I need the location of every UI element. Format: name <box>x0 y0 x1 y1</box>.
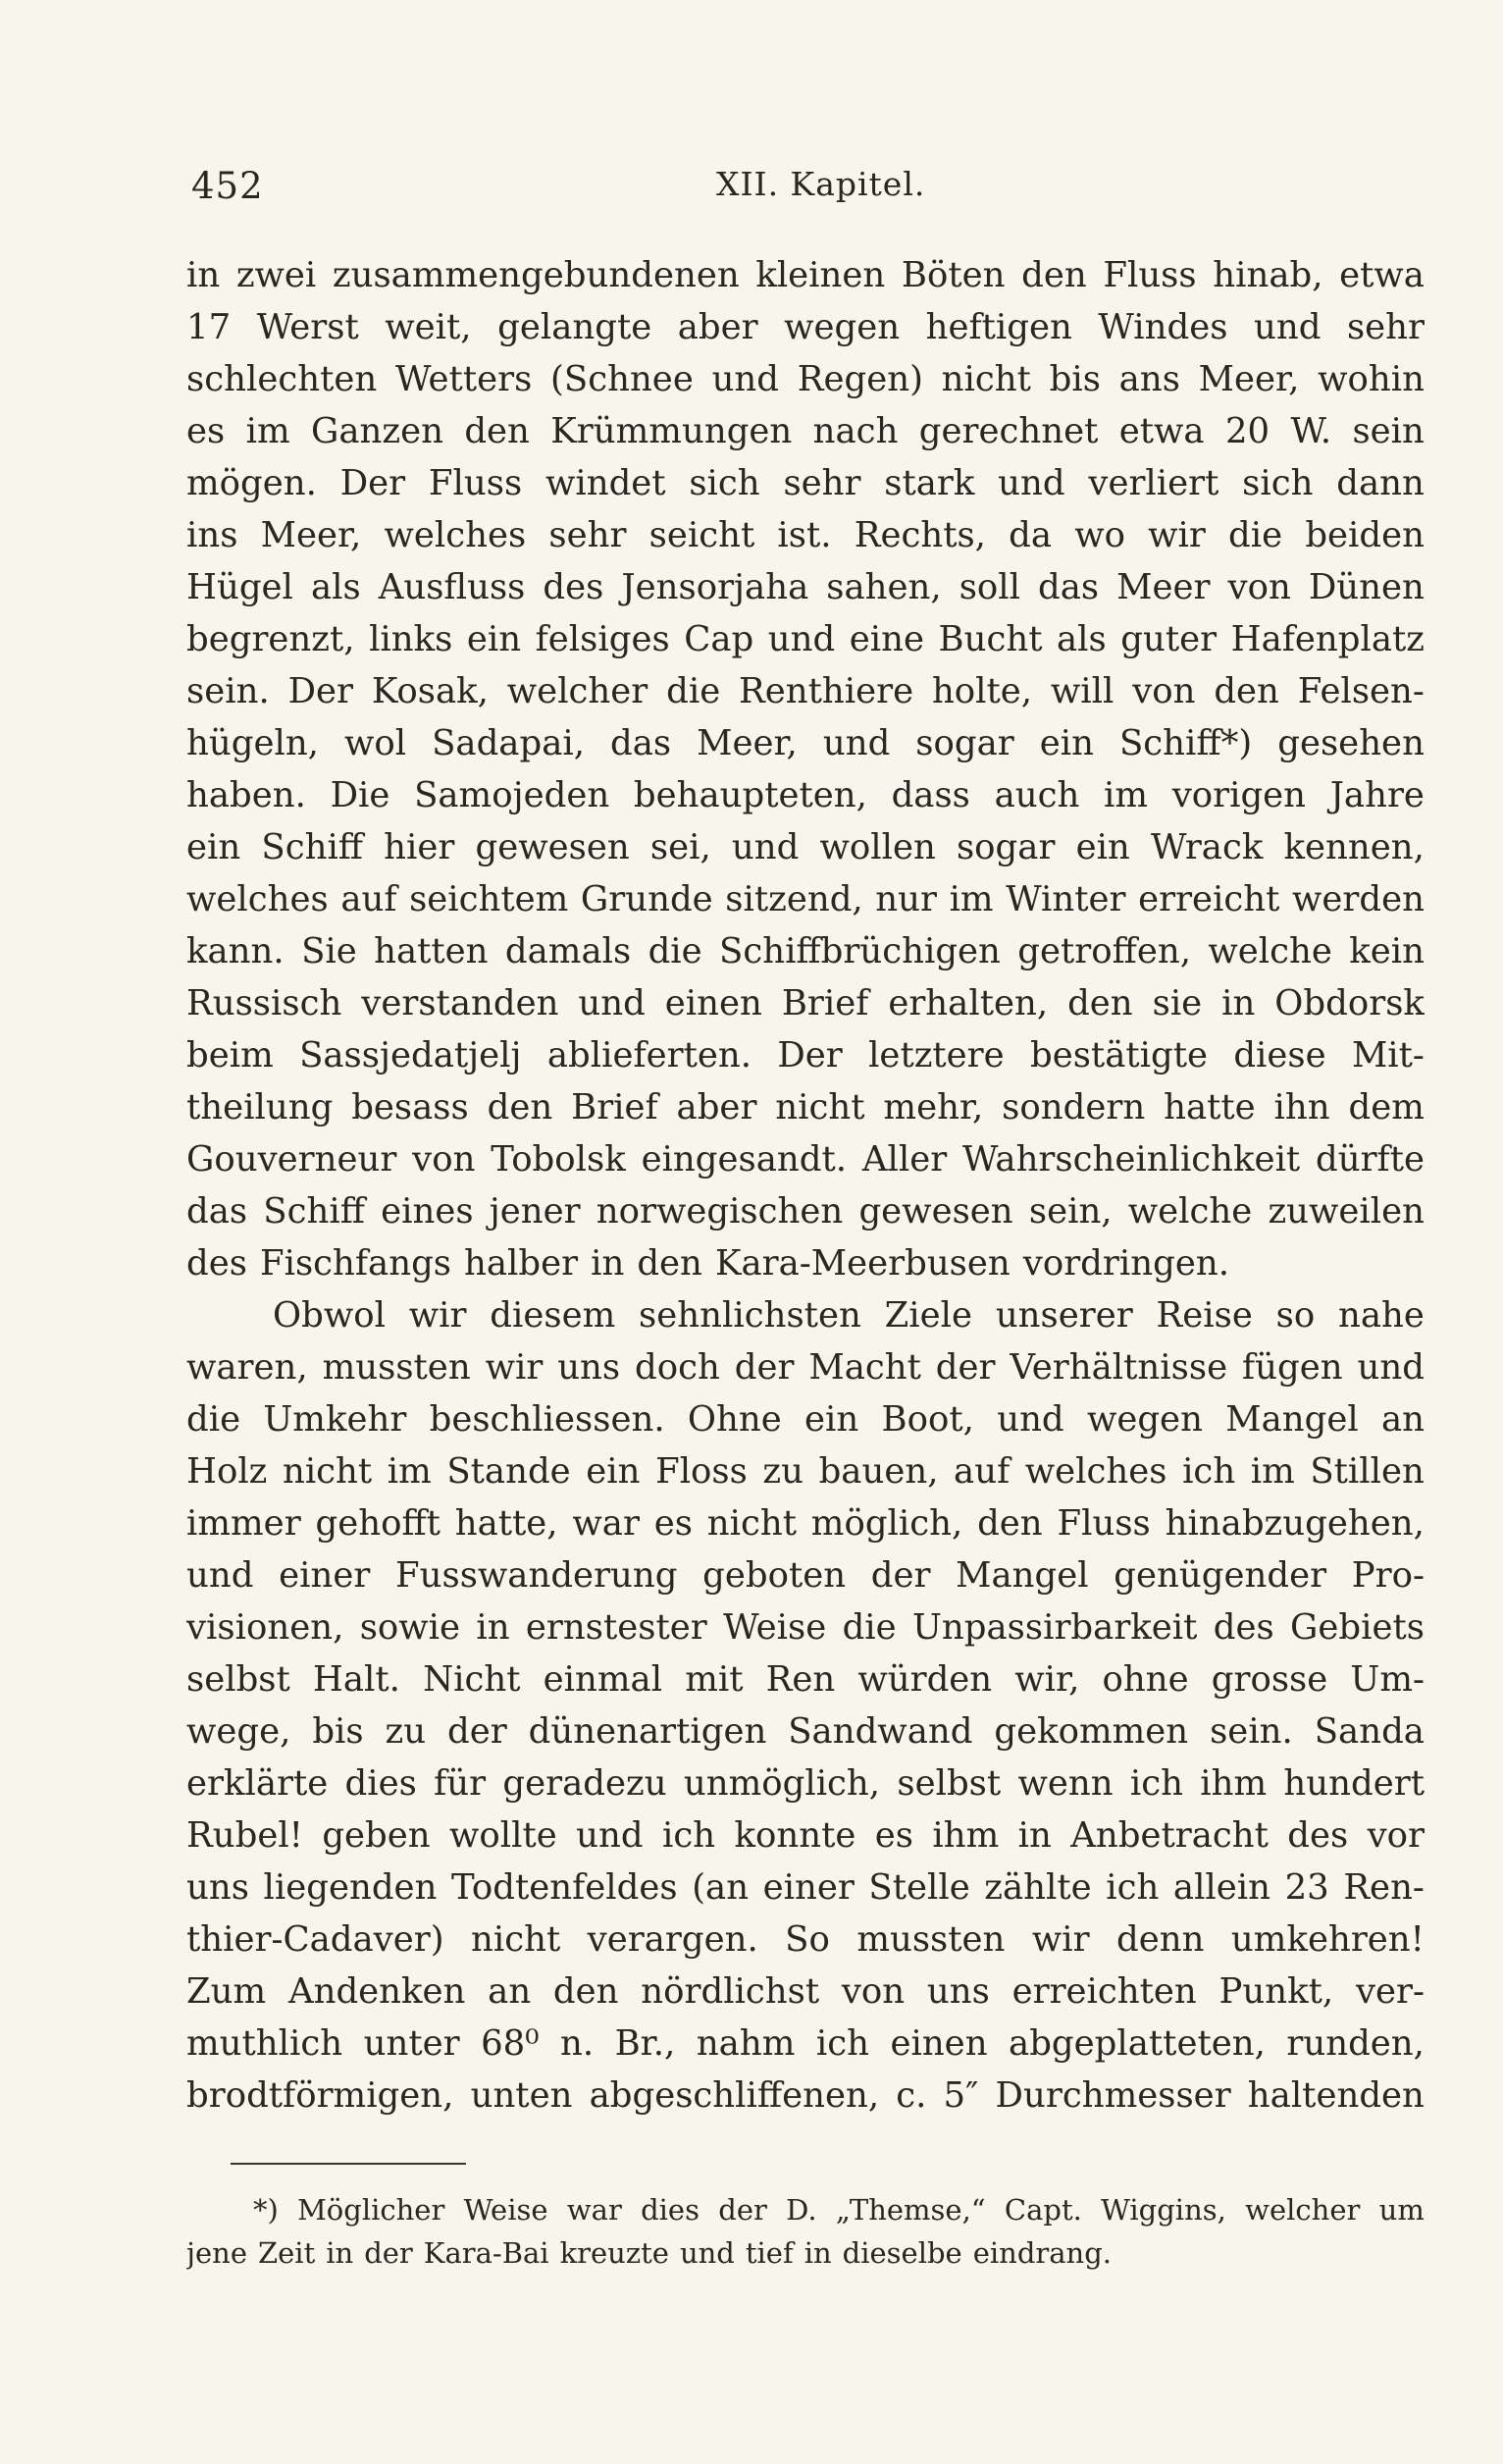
text-line: hügeln, wol Sadapai, das Meer, und sogar ein Schiff*) gesehen <box>186 723 1425 763</box>
text-line: Zum Andenken an den nördlichst von uns erreichten Punkt, ver- <box>186 1971 1425 2012</box>
text-line: Gouverneur von Tobolsk eingesandt. Aller Wahrscheinlichkeit dürfte <box>186 1139 1425 1180</box>
text-line: waren, mussten wir uns doch der Macht der Verhältnisse fügen und <box>186 1347 1425 1388</box>
text-line: erklärte dies für geradezu unmöglich, selbst wenn ich ihm hundert <box>186 1763 1425 1804</box>
text-line: uns liegenden Todtenfeldes (an einer Stelle zählte ich allein 23 Ren- <box>186 1867 1425 1908</box>
footnote <box>186 2188 1425 2275</box>
text-line: ein Schiff hier gewesen sei, und wollen sogar ein Wrack kennen, <box>186 827 1425 867</box>
footnote-line: *) Möglicher Weise war dies der D. „Themse,“ Capt. Wiggins, welcher um <box>253 2193 1425 2227</box>
text-line: Hügel als Ausfluss des Jensorjaha sahen, soll das Meer von Dünen <box>186 567 1425 607</box>
footnote-line: jene Zeit in der Kara-Bai kreuzte und tief in dieselbe eindrang. <box>186 2236 1112 2270</box>
text-line: Obwol wir diesem sehnlichsten Ziele unserer Reise so nahe <box>273 1295 1425 1336</box>
text-line: in zwei zusammengebundenen kleinen Böten den Fluss hinab, etwa <box>186 255 1425 295</box>
text-line: wege, bis zu der dünenartigen Sandwand gekommen sein. Sanda <box>186 1711 1425 1752</box>
text-line: muthlich unter 68⁰ n. Br., nahm ich einen abgeplatteten, runden, <box>186 2023 1425 2064</box>
text-line: es im Ganzen den Krümmungen nach gerechnet etwa 20 W. sein <box>186 411 1425 451</box>
text-line: 17 Werst weit, gelangte aber wegen heftigen Windes und sehr <box>186 307 1425 347</box>
text-line: visionen, sowie in ernstester Weise die Unpassirbarkeit des Gebiets <box>186 1607 1425 1648</box>
text-line: die Umkehr beschliessen. Ohne ein Boot, und wegen Mangel an <box>186 1399 1425 1440</box>
text-line: und einer Fusswanderung geboten der Mangel genügender Pro- <box>186 1555 1425 1596</box>
text-line: schlechten Wetters (Schnee und Regen) nicht bis ans Meer, wohin <box>186 359 1425 399</box>
text-line: haben. Die Samojeden behaupteten, dass auch im vorigen Jahre <box>186 775 1425 815</box>
text-line: theilung besass den Brief aber nicht mehr, sondern hatte ihn dem <box>186 1087 1425 1127</box>
text-line: beim Sassjedatjelj ablieferten. Der letztere bestätigte diese Mit- <box>186 1035 1425 1075</box>
text-line: Russisch verstanden und einen Brief erhalten, den sie in Obdorsk <box>186 983 1425 1023</box>
page-number: 452 <box>191 165 264 207</box>
text-line: welches auf seichtem Grunde sitzend, nur im Winter erreicht werden <box>186 879 1425 919</box>
text-line: selbst Halt. Nicht einmal mit Ren würden wir, ohne grosse Um- <box>186 1659 1425 1700</box>
text-line: des Fischfangs halber in den Kara-Meerbusen vordringen. <box>186 1243 1229 1284</box>
text-line: kann. Sie hatten damals die Schiffbrüchigen getroffen, welche kein <box>186 931 1425 971</box>
footnote-rule <box>231 2163 466 2165</box>
text-line: ins Meer, welches sehr seicht ist. Rechts, da wo wir die beiden <box>186 515 1425 555</box>
running-head: XII. Kapitel. <box>716 165 926 203</box>
text-line: mögen. Der Fluss windet sich sehr stark und verliert sich dann <box>186 463 1425 503</box>
body-text <box>186 249 1425 2122</box>
text-line: begrenzt, links ein felsiges Cap und eine Bucht als guter Hafenplatz <box>186 619 1425 659</box>
text-line: das Schiff eines jener norwegischen gewesen sein, welche zuweilen <box>186 1191 1425 1232</box>
text-line: thier-Cadaver) nicht verargen. So mussten wir denn umkehren! <box>186 1919 1425 1960</box>
text-line: Rubel! geben wollte und ich konnte es ihm in Anbetracht des vor <box>186 1815 1425 1856</box>
text-line: Holz nicht im Stande ein Floss zu bauen, auf welches ich im Stillen <box>186 1451 1425 1492</box>
text-line: brodtförmigen, unten abgeschliffenen, c. 5″ Durchmesser haltenden <box>186 2075 1425 2116</box>
text-line: immer gehofft hatte, war es nicht möglich, den Fluss hinabzugehen, <box>186 1503 1425 1544</box>
text-line: sein. Der Kosak, welcher die Renthiere holte, will von den Felsen- <box>186 671 1425 711</box>
page-header <box>191 165 1427 214</box>
